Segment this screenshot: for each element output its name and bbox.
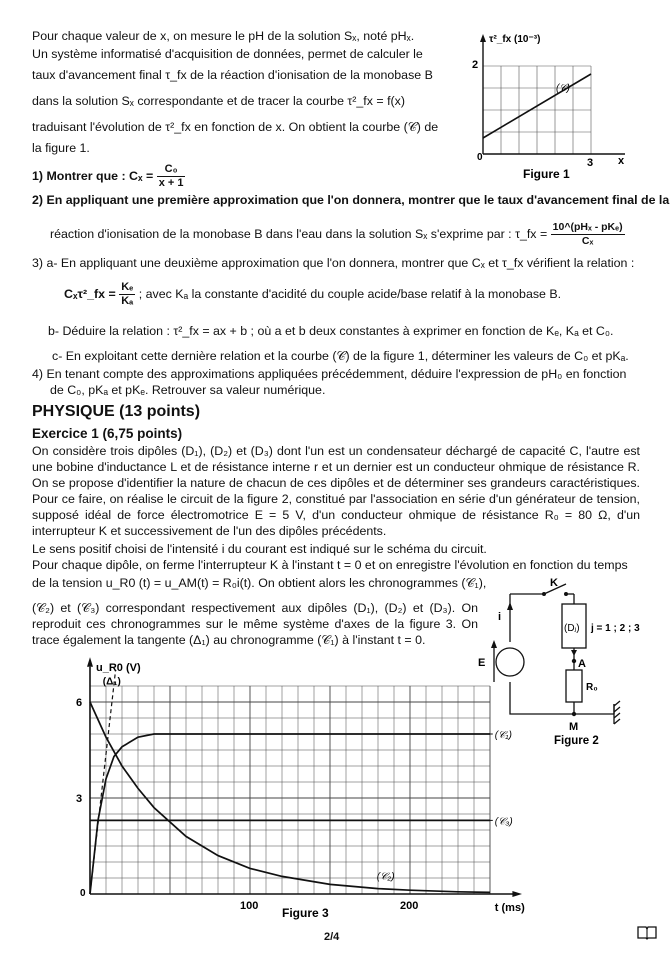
current-label: i bbox=[498, 611, 502, 623]
physics-paragraph-3b: de la tension u_R0 (t) = u_AM(t) = R₀i(t). On obtient alors les chronogrammes (𝒞₁), bbox=[32, 576, 487, 590]
y-tick-label: 3 bbox=[76, 793, 83, 805]
physics-heading: PHYSIQUE (13 points) bbox=[32, 403, 201, 420]
chem-intro-line-4: dans la solution Sₓ correspondante et de tracer la courbe τ²_fx = f(x) bbox=[32, 94, 405, 108]
question-3c: c- En exploitant cette dernière relation et la courbe (𝒞) de la figure 1, déterminer les valeurs de C₀ et pKₐ. bbox=[52, 349, 629, 363]
a-arrow-icon bbox=[571, 650, 577, 656]
book-icon bbox=[636, 924, 658, 940]
tangent-label: (Δ₁) bbox=[102, 676, 121, 688]
series-1-label: (𝒞₁) bbox=[494, 730, 512, 741]
question-1-text: 1) Montrer que : Cₓ = bbox=[32, 168, 154, 183]
figure-1-x-tick: 3 bbox=[587, 157, 594, 169]
chem-intro-line-2: Un système informatisé d'acquisition de données, permet de calculer le bbox=[32, 47, 423, 61]
x-tick-label: 100 bbox=[240, 900, 259, 912]
figure-2-caption: Figure 2 bbox=[554, 735, 599, 747]
figure-3-labels bbox=[76, 662, 525, 920]
x-axis-arrow-icon bbox=[512, 891, 522, 897]
q2-text: réaction d'ionisation de la monobase B dans l'eau dans la solution Sₓ s'exprime par : τ_fx = bbox=[50, 226, 548, 241]
dipole-label: (Dⱼ) bbox=[564, 623, 580, 634]
q2-denominator: Cₓ bbox=[581, 235, 594, 247]
question-1-fraction bbox=[157, 163, 186, 190]
figure-1-y-tick: 2 bbox=[472, 59, 479, 71]
chem-intro-line-5: traduisant l'évolution de τ²_fx en fonction de x. On obtient la courbe (𝒞) de bbox=[32, 120, 439, 134]
question-3b: b- Déduire la relation : τ²_fx = ax + b ; où a et b deux constantes à exprimer en fonction de Kₑ, Kₐ et C₀. bbox=[48, 324, 614, 338]
y-tick-label: 6 bbox=[76, 697, 83, 709]
node-a-dot bbox=[572, 659, 576, 663]
q1-numerator: C₀ bbox=[157, 163, 186, 177]
q2-numerator: 10^(pHₓ - pKₑ) bbox=[552, 221, 623, 233]
figure-3-chart bbox=[30, 650, 550, 920]
q2-fraction bbox=[551, 221, 625, 248]
figure-1-x-label: x bbox=[618, 155, 625, 167]
ground-hatch bbox=[614, 701, 620, 724]
figure-1-grid bbox=[483, 66, 591, 154]
origin-label: 0 bbox=[80, 888, 86, 899]
chem-intro-line-1: Pour chaque valeur de x, on mesure le pH de la solution Sₓ, noté pHₓ. bbox=[32, 29, 415, 43]
question-1 bbox=[32, 163, 185, 190]
switch-contact bbox=[564, 592, 568, 596]
node-a-label: A bbox=[578, 658, 586, 670]
figure-1-curve-label: (𝒞) bbox=[556, 83, 570, 94]
question-2-line-1: 2) En appliquant une première approximation que l'on donnera, montrer que le taux d'avancement final de la bbox=[32, 193, 670, 207]
figure-1-origin: 0 bbox=[477, 152, 483, 163]
series-3-label: (𝒞₃) bbox=[494, 816, 513, 828]
question-3a: 3) a- En appliquant une deuxième approximation que l'on donnera, montrer que Cₓ et τ_fx vérifient la relation : bbox=[32, 256, 635, 270]
q3a-fraction bbox=[119, 281, 135, 308]
page-number: 2/4 bbox=[324, 931, 340, 943]
node-m-label: M bbox=[569, 721, 579, 733]
exercise-heading: Exercice 1 (6,75 points) bbox=[32, 426, 183, 441]
figure-1-y-arrow bbox=[480, 34, 486, 42]
q1-denominator: x + 1 bbox=[158, 177, 184, 189]
q3a-numerator: Kₑ bbox=[119, 281, 135, 295]
x-axis-label: t (ms) bbox=[494, 902, 525, 914]
question-4-line-1: 4) En tenant compte des approximations appliquées précédemment, déduire l'expression de pH₀ en fonction bbox=[32, 367, 627, 381]
series-2-label: (𝒞₂) bbox=[376, 871, 395, 883]
resistor-label: R₀ bbox=[586, 682, 598, 693]
switch-pivot bbox=[542, 592, 546, 596]
generator-arrow-icon bbox=[491, 640, 497, 648]
node-m-dot bbox=[572, 712, 576, 716]
chem-intro-line-6: la figure 1. bbox=[32, 141, 90, 155]
physics-paragraph-3a: Pour chaque dipôle, on ferme l'interrupteur K à l'instant t = 0 et on enregistre l'évolution en fonction du temps bbox=[32, 558, 628, 572]
switch-label: K bbox=[550, 577, 558, 589]
q3a-denominator: Kₐ bbox=[121, 295, 134, 307]
physics-paragraph-2: Le sens positif choisi de l'intensité i du courant est indiqué sur le schéma du circuit. bbox=[32, 542, 487, 556]
question-4-line-2: de C₀, pKₐ et pKₑ. Retrouver sa valeur numérique. bbox=[50, 383, 326, 397]
figure-1-y-label: τ²_fx (10⁻³) bbox=[489, 34, 541, 45]
dipole-j-values: j = 1 ; 2 ; 3 bbox=[591, 623, 640, 634]
y-axis-label: u_R0 (V) bbox=[96, 661, 141, 674]
q3a-formula-left: Cₓτ²_fx = bbox=[64, 286, 116, 301]
figure-1-caption: Figure 1 bbox=[523, 167, 570, 181]
question-3a-formula bbox=[64, 281, 561, 308]
figure-3-caption: Figure 3 bbox=[282, 906, 329, 920]
physics-paragraph-3c: (𝒞₂) et (𝒞₃) correspondant respectivement aux dipôles (D₁), (D₂) et (D₃). On reproduit ces chronogrammes sur le même système d'axes de la figure 3. On trace également la tangente (Δ₁) au chronogramme (𝒞₁) à l'instant t = 0. bbox=[32, 601, 478, 647]
figure-1 bbox=[455, 28, 645, 188]
figure-3-axes bbox=[87, 657, 522, 897]
y-axis-arrow-icon bbox=[87, 657, 93, 667]
generator-label: E bbox=[478, 657, 486, 669]
resistor-r0 bbox=[566, 670, 582, 702]
figure-3-grid bbox=[90, 686, 490, 894]
question-2-line-2 bbox=[50, 221, 625, 248]
series-2-line bbox=[90, 702, 490, 892]
physics-paragraph-1: On considère trois dipôles (D₁), (D₂) et (D₃) dont l'un est un condensateur déchargé de capacité C, l'autre est une bobine d'inductance L et de résistance interne r et un dernier est un conducteur ohmique de résistance R. On se propose d'identifier la nature de chacun de ces dipôles et de déterminer ses grandeurs caractéristiques. Pour ce faire, on réalise le circuit de la figure 2, constitué par l'association en série d'un générateur de tension, supposé idéal de force électromotrice E = 5 V, d'un conducteur ohmique de résistance R₀ = 80 Ω, d'un interrupteur K et successivement de l'un des dipôles précédents. bbox=[32, 444, 640, 538]
x-tick-label: 200 bbox=[400, 900, 419, 912]
current-arrow-icon bbox=[507, 602, 513, 610]
chem-intro-line-3: taux d'avancement final τ_fx de la réaction d'ionisation de la monobase B bbox=[32, 68, 433, 82]
q3a-rest: ; avec Kₐ la constante d'acidité du couple acide/base relatif à la monobase B. bbox=[138, 286, 562, 301]
